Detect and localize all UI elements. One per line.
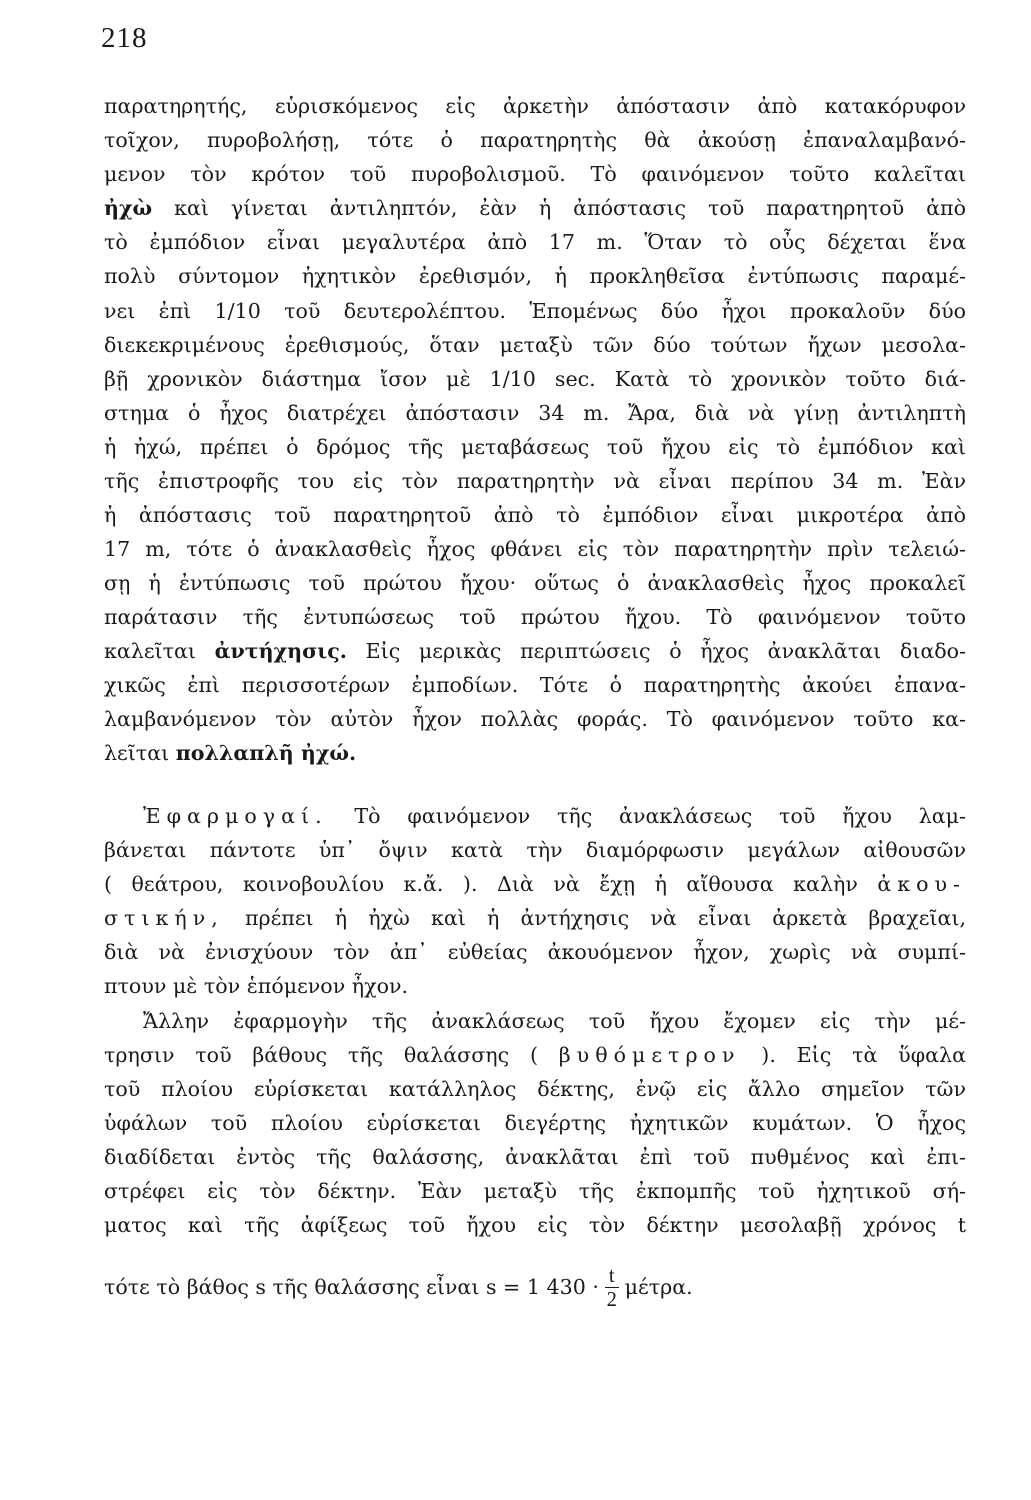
text-line: βῇ χρονικὸν διάστημα ἴσον μὲ 1/10 sec. Κατὰ τὸ χρονικὸν τοῦτο διά-	[104, 367, 966, 391]
text-span: λεῖται	[104, 741, 176, 765]
term-echo-sounder: βυθόμετρον	[558, 1043, 741, 1067]
text-line	[104, 193, 966, 223]
text-span: καὶ γίνεται ἀντιληπτόν, ἐὰν ἡ ἀπόστασις τοῦ παρατηρητοῦ ἀπὸ	[152, 196, 966, 220]
fraction	[605, 1265, 619, 1312]
text-line: λαμβανόμενον τὸν αὐτὸν ἦχον πολλὰς φοράς. Τὸ φαινόμενον τοῦτο κα-	[104, 707, 966, 731]
page-number: 218	[101, 22, 148, 54]
text-line: νει ἐπὶ 1/10 τοῦ δευτερολέπτου. Ἑπομένως δύο ἦχοι προκαλοῦν δύο	[104, 299, 966, 323]
text-line: τῆς ἐπιστροφῆς του εἰς τὸν παρατηρητὴν νὰ εἶναι περίπου 34 m. Ἐὰν	[104, 469, 966, 493]
text-line: 17 m, τότε ὁ ἀνακλασθεὶς ἦχος φθάνει εἰς τὸν παρατηρητὴν πρὶν τελειώ-	[104, 537, 966, 561]
text-line: τοῦ πλοίου εὑρίσκεται κατάλληλος δέκτης, ἐνῷ εἰς ἄλλο σημεῖον τῶν	[104, 1077, 966, 1101]
text-line: στημα ὁ ἦχος διατρέχει ἀπόστασιν 34 m. Ἄρα, διὰ νὰ γίνῃ ἀντιληπτὴ	[104, 401, 966, 425]
text-line: τὸ ἐμπόδιον εἶναι μεγαλυτέρα ἀπὸ 17 m. Ὅταν τὸ οὖς δέχεται ἕνα	[104, 230, 966, 254]
formula-text: τότε τὸ βάθος s τῆς θαλάσσης εἶναι s = 1 430 ·	[104, 1275, 599, 1299]
text-line	[104, 1040, 966, 1070]
text-line: ἡ ἠχώ, πρέπει ὁ δρόμος τῆς μεταβάσεως τοῦ ἤχου εἰς τὸ ἐμπόδιον καὶ	[104, 435, 966, 459]
text-line: παράτασιν τῆς ἐντυπώσεως τοῦ πρώτου ἤχου. Τὸ φαινόμενον τοῦτο	[104, 605, 966, 629]
text-line: μενον τὸν κρότον τοῦ πυροβολισμοῦ. Τὸ φαινόμενον τοῦτο καλεῖται	[104, 162, 966, 186]
text-span: Τὸ φαινόμενον τῆς ἀνακλάσεως τοῦ ἤχου λαμ-	[327, 804, 966, 828]
text-line: στρέφει εἰς τὸν δέκτην. Ἐὰν μεταξὺ τῆς ἐκπομπῆς τοῦ ἠχητικοῦ σή-	[104, 1179, 966, 1203]
text-line: χικῶς ἐπὶ περισσοτέρων ἐμποδίων. Τότε ὁ παρατηρητὴς ἀκούει ἐπανα-	[104, 673, 966, 697]
text-line	[104, 903, 966, 933]
text-span: καλεῖται	[104, 639, 215, 663]
term-acoustic: ἀκου-	[877, 872, 966, 896]
text-span: τρησιν τοῦ βάθους τῆς θαλάσσης (	[104, 1043, 559, 1067]
text-line: πολὺ σύντομον ἠχητικὸν ἐρεθισμόν, ἡ προκληθεῖσα ἐντύπωσις παραμέ-	[104, 264, 966, 288]
text-line: Ἄλλην ἐφαρμογὴν τῆς ἀνακλάσεως τοῦ ἤχου ἔχομεν εἰς τὴν μέ-	[143, 1009, 966, 1033]
term-reverberation: ἀντήχησις.	[214, 639, 347, 663]
term-multiple-echo: πολλαπλῆ ἠχώ.	[175, 741, 357, 765]
text-line: ματος καὶ τῆς ἀφίξεως τοῦ ἤχου εἰς τὸν δέκτην μεσολαβῇ χρόνος t	[104, 1213, 966, 1237]
text-line: διαδίδεται ἐντὸς τῆς θαλάσσης, ἀνακλᾶται ἐπὶ τοῦ πυθμένος καὶ ἐπι-	[104, 1145, 966, 1169]
text-line: ἡ ἀπόστασις τοῦ παρατηρητοῦ ἀπὸ τὸ ἐμπόδιον εἶναι μικροτέρα ἀπὸ	[104, 503, 966, 527]
text-line: πτουν μὲ τὸν ἑπόμενον ἦχον.	[104, 974, 409, 998]
text-span: ). Εἰς τὰ ὕφαλα	[740, 1043, 966, 1067]
term-acoustic-cont: στικήν,	[104, 906, 224, 930]
text-line	[104, 636, 966, 666]
text-line	[104, 869, 966, 899]
fraction-numerator: t	[605, 1265, 619, 1288]
text-line: τοῖχον, πυροβολήσῃ, τότε ὁ παρατηρητὴς θὰ ἀκούσῃ ἐπαναλαμβανό-	[104, 128, 966, 152]
text-line: σῃ ἡ ἐντύπωσις τοῦ πρώτου ἤχου· οὕτως ὁ ἀνακλασθεὶς ἦχος προκαλεῖ	[104, 571, 966, 595]
section-heading-applications: Ἐφαρμογαί.	[143, 804, 328, 828]
text-line: διὰ νὰ ἐνισχύουν τὸν ἀπ᾽ εὐθείας ἀκουόμενον ἦχον, χωρὶς νὰ συμπί-	[104, 940, 966, 964]
text-line: ὑφάλων τοῦ πλοίου εὑρίσκεται διεγέρτης ἠχητικῶν κυμάτων. Ὁ ἦχος	[104, 1111, 966, 1135]
term-echo: ἠχὼ	[104, 196, 153, 220]
text-line: βάνεται πάντοτε ὑπ᾽ ὄψιν κατὰ τὴν διαμόρφωσιν μεγάλων αἰθουσῶν	[104, 838, 966, 862]
text-line: διεκεκριμένους ἐρεθισμούς, ὅταν μεταξὺ τῶν δύο τούτων ἤχων μεσολα-	[104, 333, 966, 357]
text-span: Εἰς μερικὰς περιπτώσεις ὁ ἦχος ἀνακλᾶται διαδο-	[346, 639, 966, 663]
formula-unit: μέτρα.	[624, 1275, 693, 1299]
text-span: πρέπει ἡ ἠχὼ καὶ ἡ ἀντήχησις νὰ εἶναι ἀρκετὰ βραχεῖαι,	[223, 906, 966, 930]
text-line	[104, 738, 966, 768]
depth-formula	[104, 1265, 966, 1312]
fraction-denominator: 2	[606, 1289, 617, 1311]
text-line: παρατηρητής, εὑρισκόμενος εἰς ἀρκετὴν ἀπόστασιν ἀπὸ κατακόρυφον	[104, 94, 966, 118]
text-line	[143, 801, 966, 831]
text-span: ( θεάτρου, κοινοβουλίου κ.ἄ. ). Διὰ νὰ ἔχῃ ἡ αἴθουσα καλὴν	[104, 872, 878, 896]
